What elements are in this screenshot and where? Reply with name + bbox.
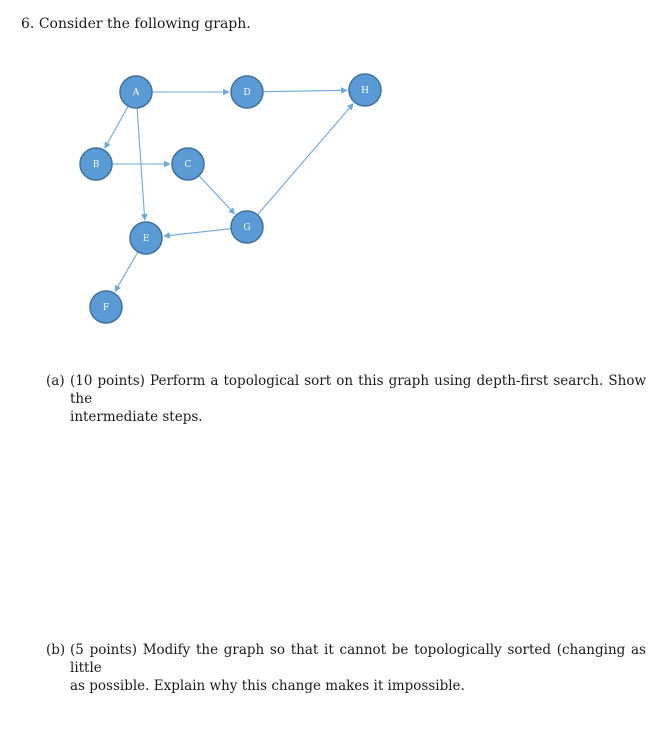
question-intro: Consider the following graph. xyxy=(38,16,251,32)
edge-g-e xyxy=(164,229,231,236)
part-b-label: (b) xyxy=(46,642,66,658)
part-b xyxy=(46,641,646,695)
directed-graph xyxy=(0,0,658,360)
node-b xyxy=(80,148,112,180)
edge-a-b xyxy=(105,106,128,148)
node-label-b: B xyxy=(92,160,100,170)
node-g xyxy=(231,211,263,243)
node-f xyxy=(90,291,122,323)
edge-g-h xyxy=(257,104,353,215)
node-label-h: H xyxy=(361,86,369,96)
node-h xyxy=(349,74,381,106)
node-label-f: F xyxy=(102,303,110,313)
part-b-line2: as possible. Explain why this change makes it impossible. xyxy=(70,678,465,694)
node-label-d: D xyxy=(243,88,251,98)
edge-c-g xyxy=(199,176,235,214)
node-c xyxy=(172,148,204,180)
node-d xyxy=(231,76,263,108)
part-b-line1: (5 points) Modify the graph so that it cannot be topologically sorted (changing as little xyxy=(70,642,646,676)
node-e xyxy=(130,222,162,254)
part-a-label: (a) xyxy=(46,373,65,389)
node-a xyxy=(120,76,152,108)
edge-e-f xyxy=(115,252,138,292)
part-a-line1: (10 points) Perform a topological sort on this graph using depth-first search. Show the xyxy=(70,373,646,407)
edge-d-h xyxy=(263,90,347,91)
question-number: 6. xyxy=(21,16,35,32)
part-a xyxy=(46,372,646,426)
node-label-c: C xyxy=(184,160,192,170)
node-label-e: E xyxy=(142,234,150,244)
part-a-line2: intermediate steps. xyxy=(70,409,203,425)
node-label-a: A xyxy=(132,88,140,98)
node-label-g: G xyxy=(243,223,251,233)
